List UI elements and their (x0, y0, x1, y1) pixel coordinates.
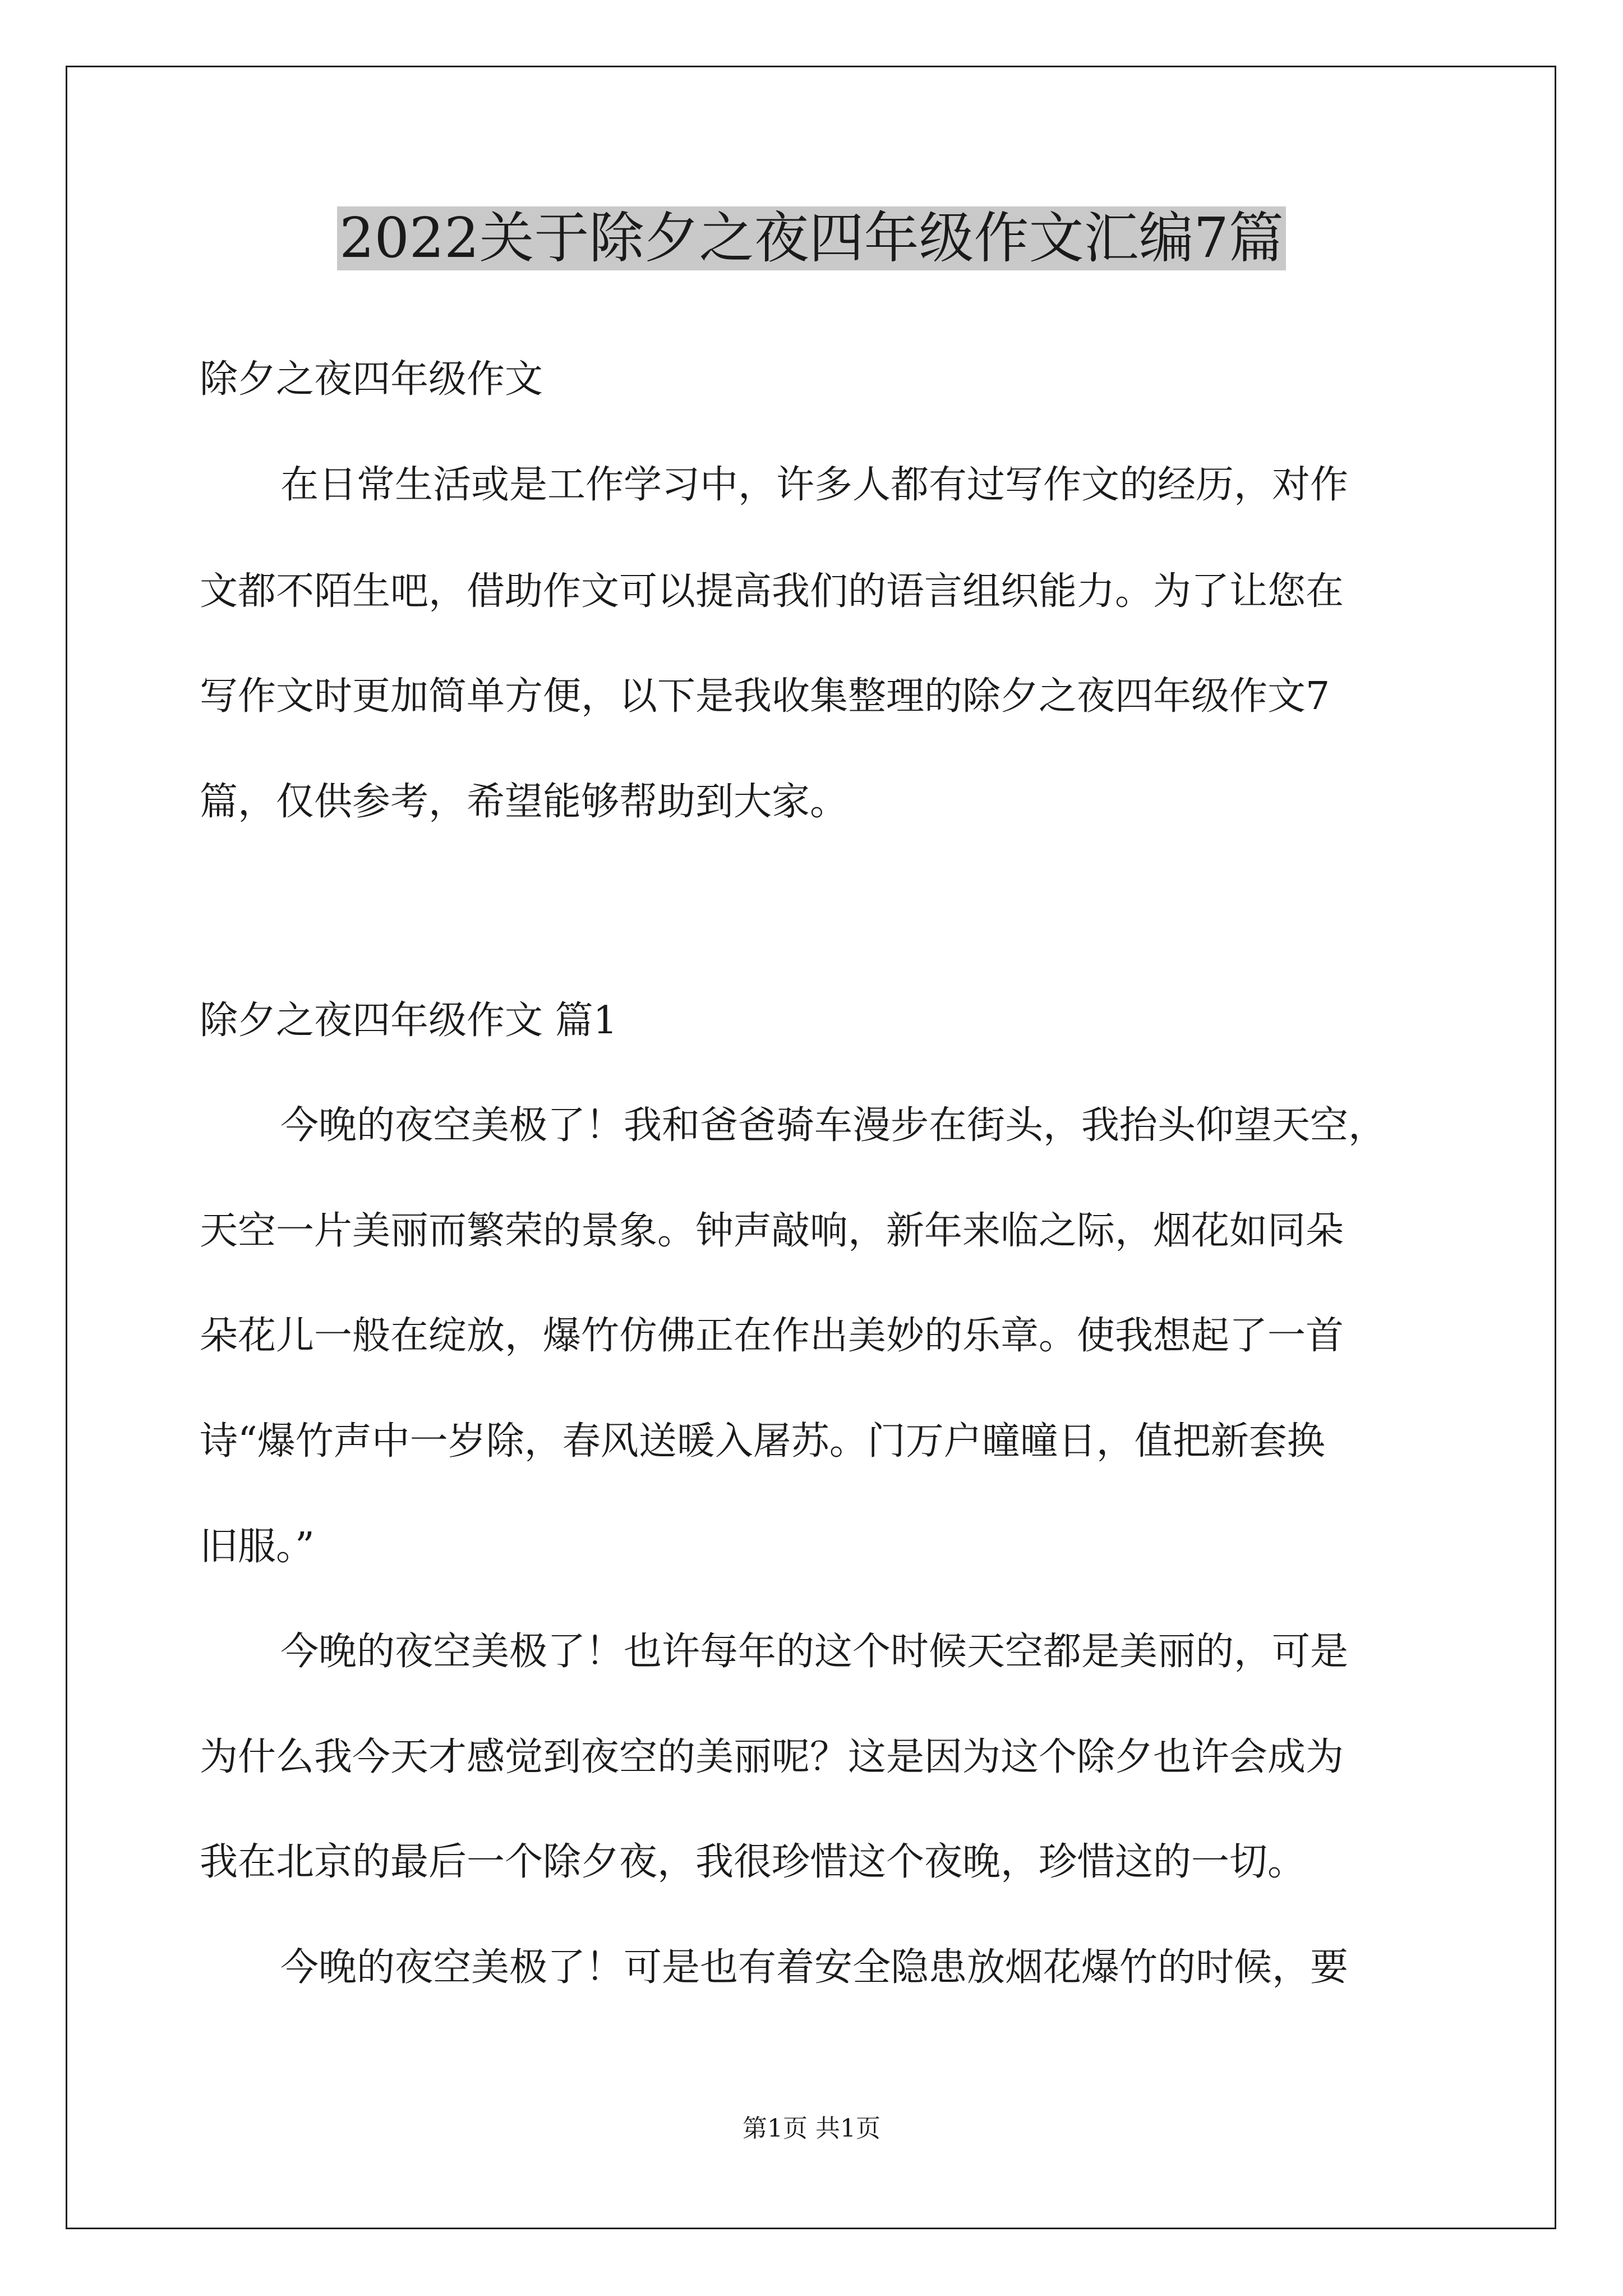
para2-line-2: 为什么我今天才感觉到夜空的美丽呢？这是因为这个除夕也许会成为 (200, 1735, 1344, 1779)
intro-line-4: 篇，仅供参考，希望能够帮助到大家。 (200, 780, 849, 824)
intro-line-2: 文都不陌生吧，借助作文可以提高我们的语言组织能力。为了让您在 (200, 569, 1344, 614)
document-title (0, 199, 1623, 278)
para2-line-1: 今晚的夜空美极了！也许每年的这个时候天空都是美丽的，可是 (280, 1630, 1349, 1674)
page-footer: 第1页 共1页 (743, 2114, 880, 2143)
document-title-text: 2022关于除夕之夜四年级作文汇编7篇 (337, 206, 1286, 270)
para1-line-1: 今晚的夜空美极了！我和爸爸骑车漫步在街头，我抬头仰望天空， (280, 1103, 1387, 1148)
para1-line-4: 诗“爆竹声中一岁除，春风送暖入屠苏。门万户曈曈日，值把新套换 (200, 1419, 1325, 1464)
intro-line-3: 写作文时更加简单方便，以下是我收集整理的除夕之夜四年级作文7 (200, 674, 1330, 719)
para1-line-2: 天空一片美丽而繁荣的景象。钟声敲响，新年来临之际，烟花如同朵 (200, 1209, 1344, 1253)
para1-line-5: 旧服。” (200, 1525, 315, 1569)
para1-line-3: 朵花儿一般在绽放，爆竹仿佛正在作出美妙的乐章。使我想起了一首 (200, 1314, 1344, 1358)
para3-line-1: 今晚的夜空美极了！可是也有着安全隐患放烟花爆竹的时候，要 (280, 1945, 1349, 1990)
para2-line-3: 我在北京的最后一个除夕夜，我很珍惜这个夜晚，珍惜这的一切。 (200, 1840, 1306, 1884)
section-heading-part1: 除夕之夜四年级作文 篇1 (200, 999, 617, 1043)
intro-line-1: 在日常生活或是工作学习中，许多人都有过写作文的经历，对作 (280, 463, 1349, 507)
section-heading-intro: 除夕之夜四年级作文 (200, 357, 543, 402)
